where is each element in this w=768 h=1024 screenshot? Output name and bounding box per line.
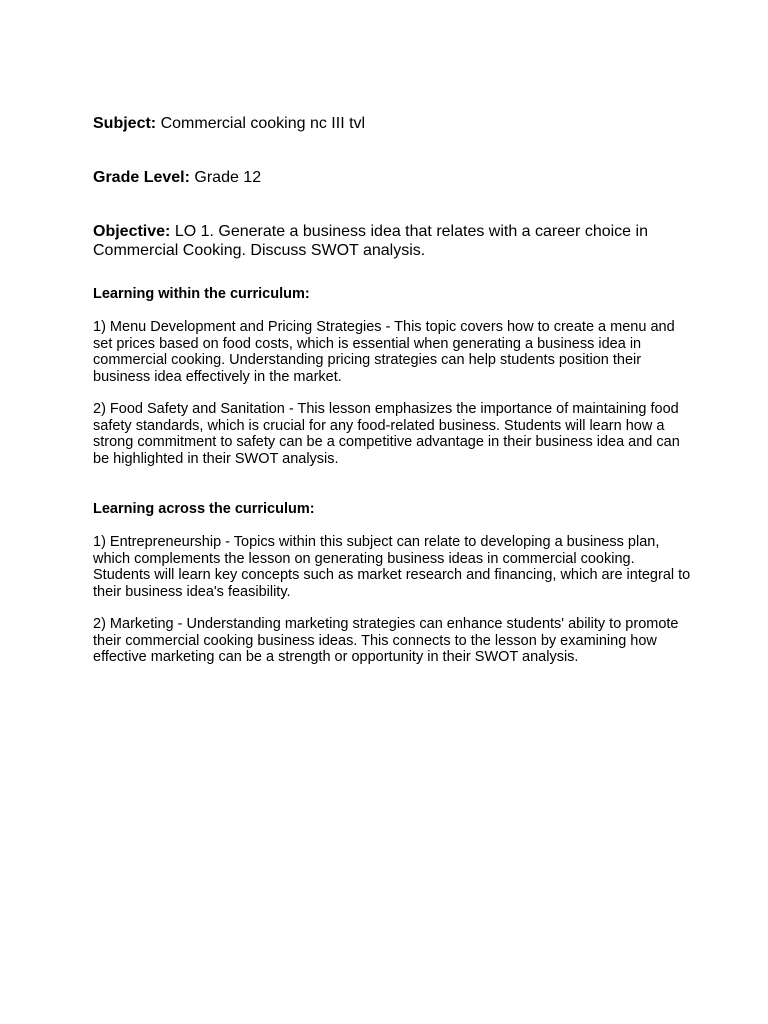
grade-level-label: Grade Level: (93, 169, 190, 186)
across-curriculum-item: 2) Marketing - Understanding marketing strategies can enhance students' ability to promote their commercial cooking business ideas. This connects to the lesson by examining how effective marketing can be a strength or opportunity in their SWOT analysis. (93, 616, 679, 665)
objective-value: LO 1. Generate a business idea that relates with a career choice in Commercial Cooking. Discuss SWOT analysis. (93, 223, 648, 259)
within-curriculum-heading: Learning within the curriculum: (93, 286, 310, 302)
objective-label: Objective: (93, 223, 171, 240)
grade-level-value: Grade 12 (194, 169, 262, 186)
across-curriculum-heading: Learning across the curriculum: (93, 501, 315, 517)
document-page (93, 114, 693, 682)
within-curriculum-item: 2) Food Safety and Sanitation - This lesson emphasizes the importance of maintaining food safety standards, which is crucial for any food-related business. Students will learn how a strong commitment to safety can be a competitive advantage in their business idea and can be highlighted in their SWOT analysis. (93, 401, 680, 467)
subject-value: Commercial cooking nc III tvl (160, 115, 366, 132)
within-curriculum-item: 1) Menu Development and Pricing Strategies - This topic covers how to create a menu and set prices based on food costs, which is essential when generating a business idea in commercial cooking. Understanding pricing strategies can help students position their business idea effectively in the market. (93, 319, 675, 385)
across-curriculum-item: 1) Entrepreneurship - Topics within this subject can relate to developing a business plan, which complements the lesson on generating business ideas in commercial cooking. Students will learn key concepts such as market research and financing, which are integral to their business idea's feasibility. (93, 534, 691, 600)
across-curriculum-section (93, 501, 693, 666)
grade-level-line (93, 168, 693, 187)
subject-line (93, 114, 693, 133)
objective-line (93, 222, 693, 260)
within-curriculum-section (93, 286, 693, 467)
subject-label: Subject: (93, 115, 157, 132)
